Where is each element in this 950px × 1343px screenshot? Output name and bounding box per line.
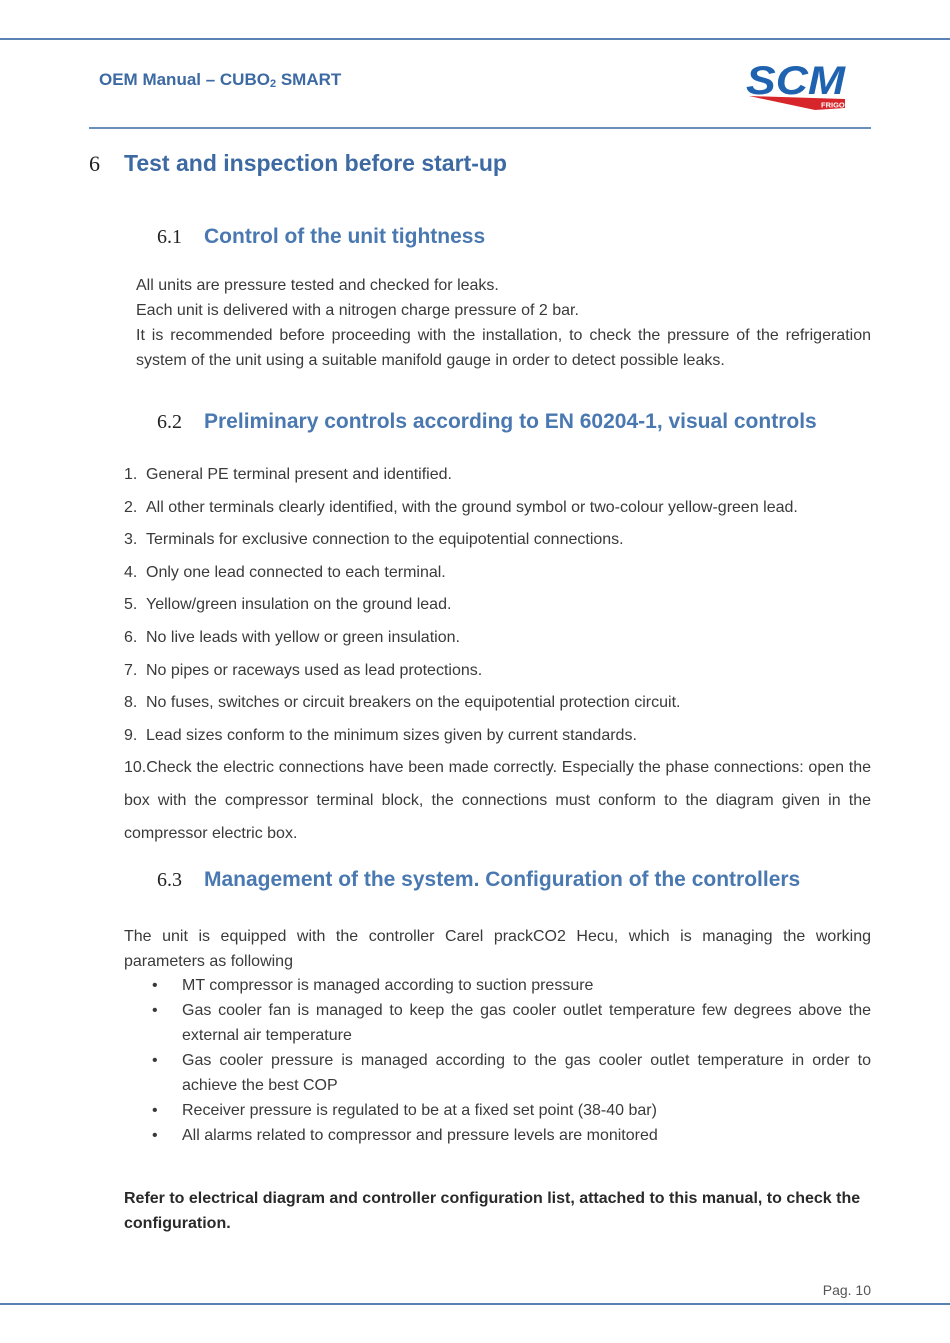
list-item: 8. No fuses, switches or circuit breakers on the equipotential protection circuit. [124, 694, 681, 712]
paragraph-line: Each unit is delivered with a nitrogen charge pressure of 2 bar. [136, 302, 579, 319]
visual-controls-list [124, 459, 871, 850]
controller-intro: The unit is equipped with the controller Carel prackCO2 Hecu, which is managing the working parameters as following [124, 928, 871, 970]
list-item: • Receiver pressure is regulated to be at a fixed set point (38-40 bar) [152, 1102, 657, 1119]
section-6-1-heading [157, 225, 485, 249]
list-item: • All alarms related to compressor and pressure levels are monitored [152, 1127, 658, 1144]
section-title: Test and inspection before start-up [124, 150, 507, 176]
list-item: • Gas cooler pressure is managed according to the gas cooler outlet temperature in order to achieve the best COP [152, 1052, 871, 1094]
section-6-heading [89, 150, 507, 177]
section-title: Control of the unit tightness [204, 225, 486, 248]
paragraph-line: It is recommended before proceeding with the installation, to check the pressure of the refrigeration system of the unit using a suitable manifold gauge in order to detect possible leaks. [136, 327, 871, 369]
list-item: • Gas cooler fan is managed to keep the gas cooler outlet temperature few degrees above the external air temperature [152, 1002, 871, 1044]
scm-frigo-logo [745, 59, 848, 113]
section-number: 6 [89, 151, 100, 176]
section-number: 6.2 [157, 411, 182, 433]
bottom-rule [0, 1303, 950, 1305]
list-item: 2. All other terminals clearly identified, with the ground symbol or two-colour yellow-green lead. [124, 498, 798, 516]
top-rule [0, 38, 950, 40]
section-number: 6.3 [157, 869, 182, 891]
list-item: 5. Yellow/green insulation on the ground lead. [124, 596, 452, 614]
section-6-2-heading [157, 410, 817, 434]
list-item: 4. Only one lead connected to each terminal. [124, 563, 446, 581]
section-6-3-heading [157, 868, 800, 892]
page-number: Pag. 10 [822, 1282, 871, 1298]
list-item: 6. No live leads with yellow or green insulation. [124, 628, 460, 646]
section-number: 6.1 [157, 226, 182, 248]
svg-text:SCM: SCM [746, 59, 847, 103]
list-item: 9. Lead sizes conform to the minimum sizes given by current standards. [124, 726, 637, 744]
header-rule [89, 127, 871, 129]
list-item: 7. No pipes or raceways used as lead protections. [124, 661, 483, 679]
section-title: Preliminary controls according to EN 60204-1, visual controls [204, 410, 817, 433]
list-item: 10.Check the electric connections have been made correctly. Especially the phase connections: open the box with the compressor terminal block, the connections must conform to the diagram given in the compressor electric box. [124, 759, 871, 842]
svg-text:FRIGO: FRIGO [821, 100, 845, 110]
configuration-note: Refer to electrical diagram and controller configuration list, attached to this manual, to check the configuration. [124, 1190, 861, 1232]
list-item: • MT compressor is managed according to suction pressure [152, 977, 594, 994]
paragraph-line: All units are pressure tested and checked for leaks. [136, 277, 499, 294]
controller-functions-list [124, 973, 871, 1148]
list-item: 3. Terminals for exclusive connection to the equipotential connections. [124, 531, 624, 549]
document-title: OEM Manual – CUBO2 SMART [99, 70, 342, 90]
list-item: 1. General PE terminal present and identified. [124, 466, 452, 483]
section-title: Management of the system. Configuration of the controllers [204, 868, 801, 891]
tightness-paragraph [136, 273, 871, 373]
